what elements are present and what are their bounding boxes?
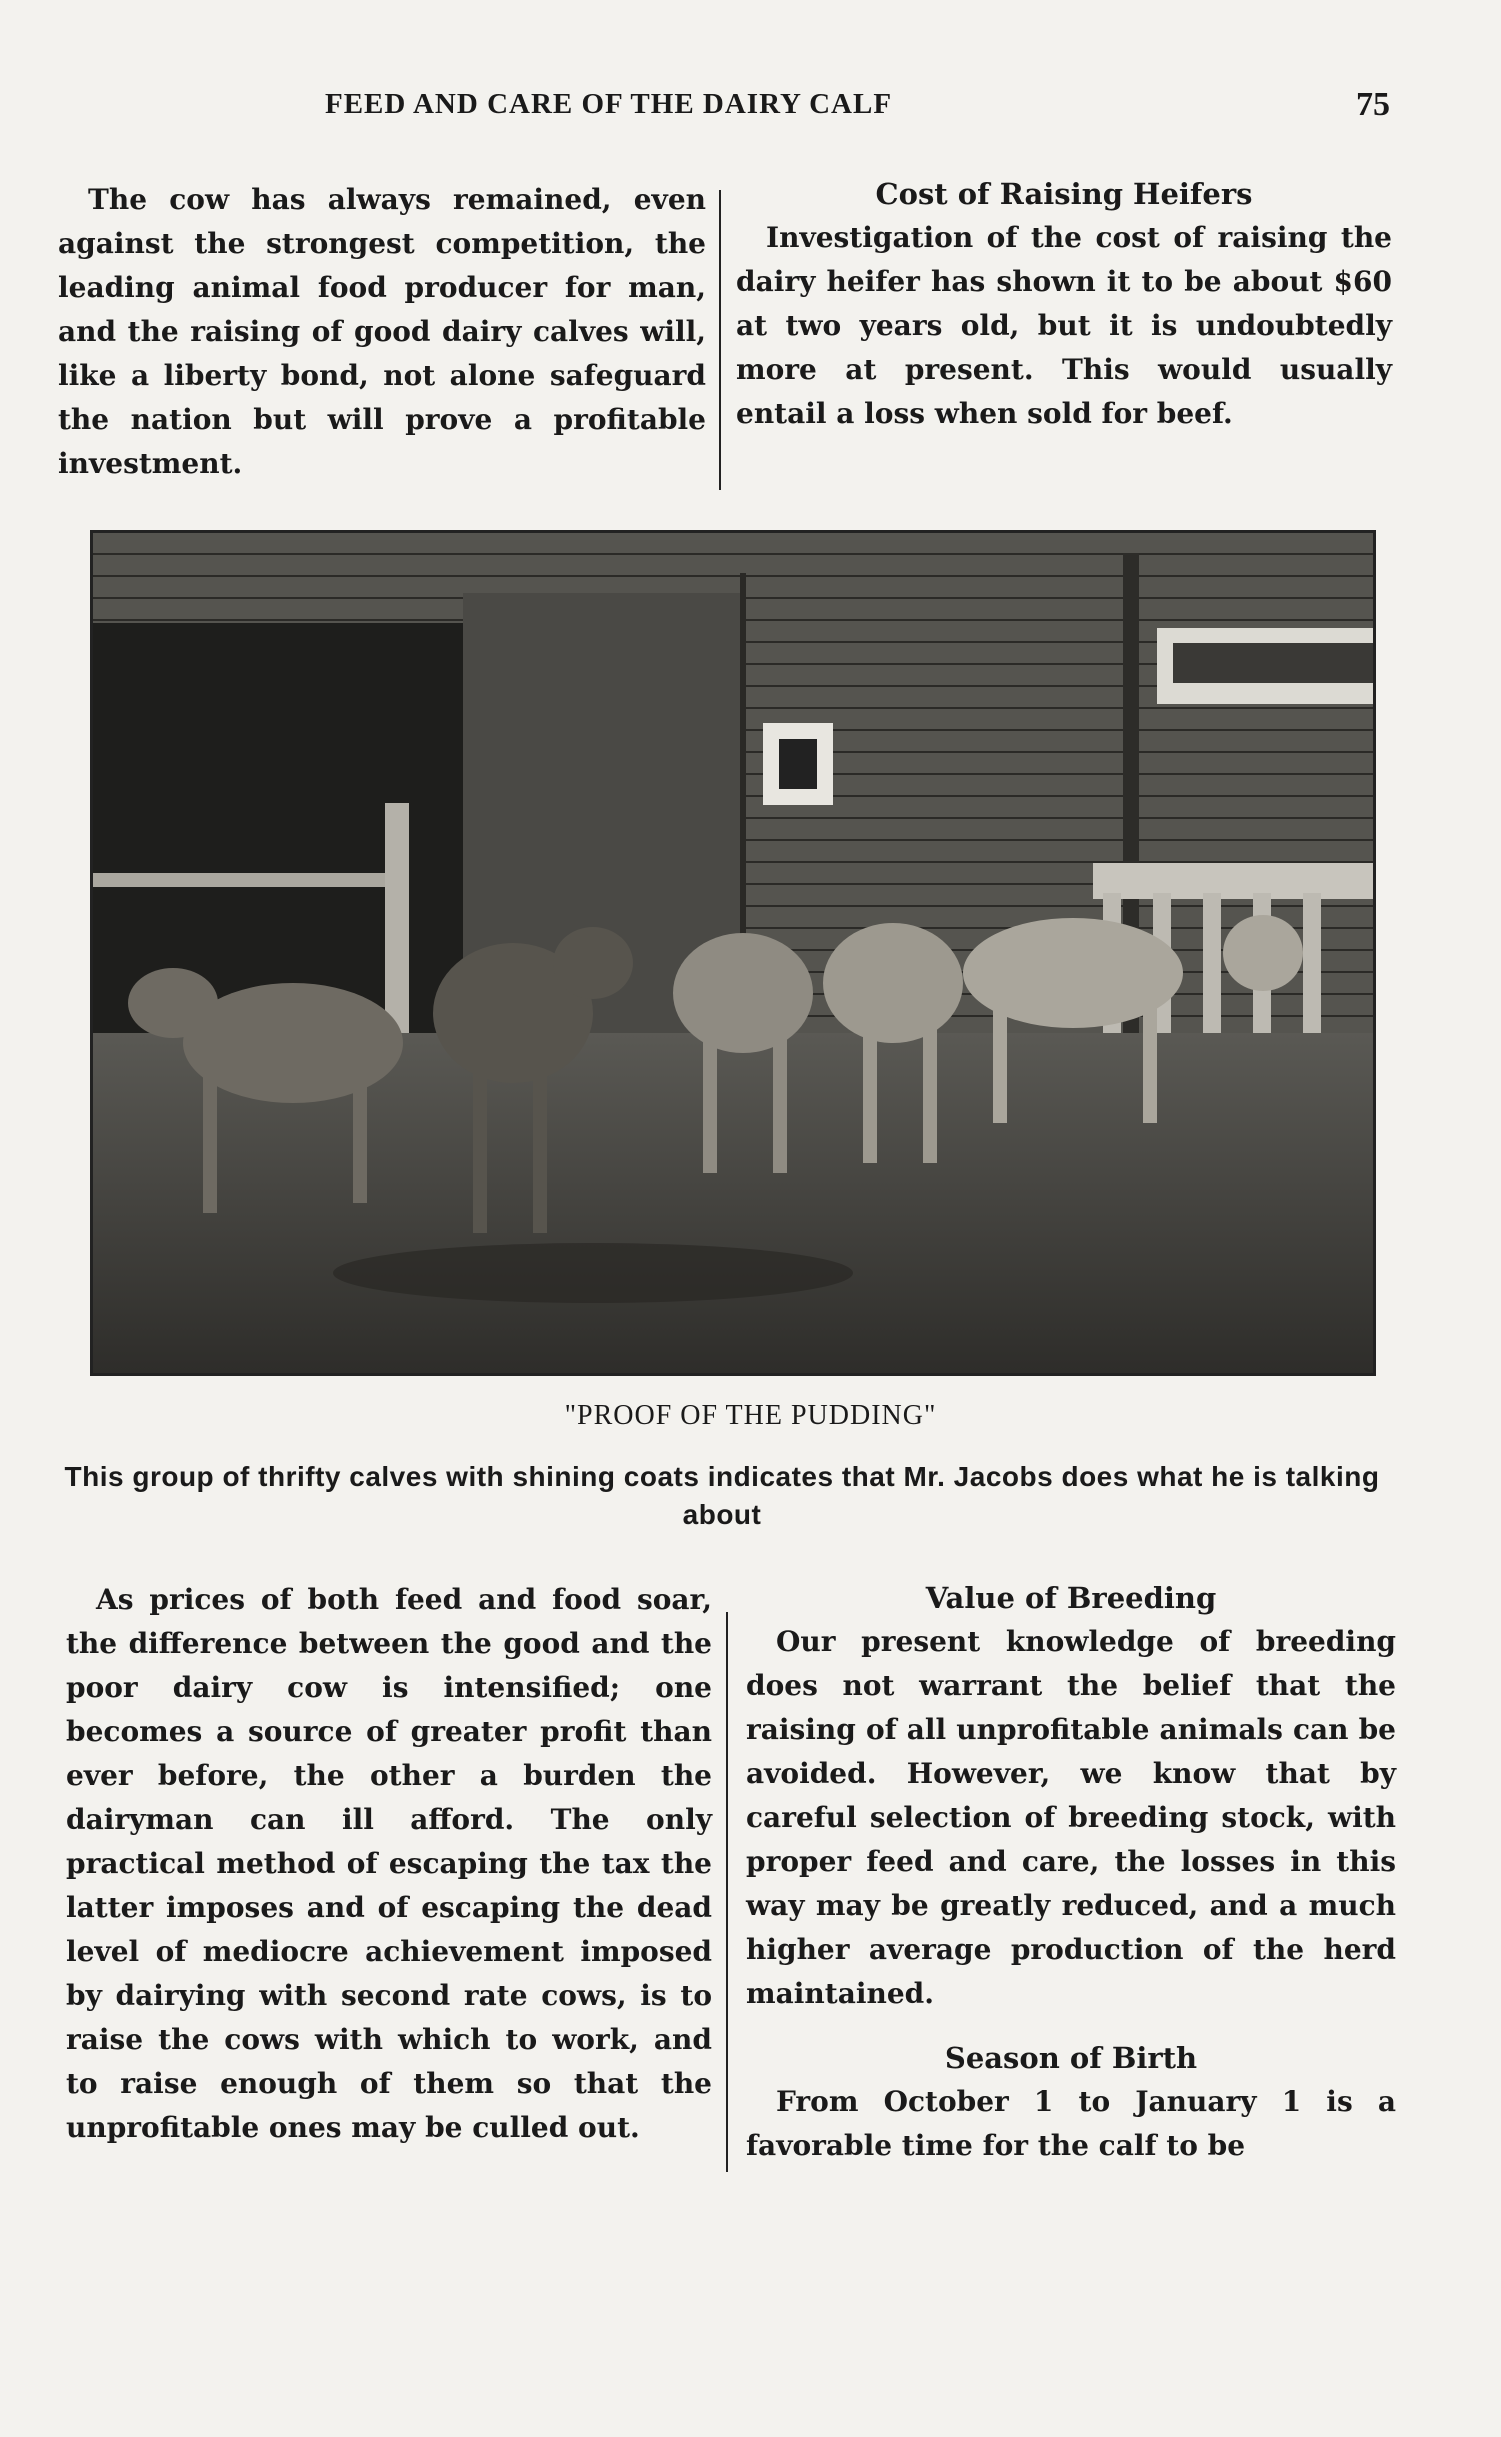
- column-top-left: [58, 178, 706, 486]
- paragraph-cost: Investigation of the cost of raising the dairy heifer has shown it to be about $60 at two years old, but it is undoubtedly more at present. This would usually entail a loss when sold for beef.: [736, 221, 1392, 430]
- paragraph-intro: The cow has always remained, even against the strongest competition, the leading animal food producer for man, and the raising of good dairy calves will, like a liberty bond, not alone safeguard the nation but will prove a profitable investment.: [58, 183, 706, 480]
- column-bottom-right: [746, 1576, 1396, 2168]
- paragraph-breeding: Our present knowledge of breeding does not warrant the belief that the raising of all unprofitable animals can be avoided. However, we know that by careful selection of breeding stock, with proper feed and care, the losses in this way may be greatly reduced, and a much higher average production of the herd maintained.: [746, 1625, 1396, 2010]
- column-bottom-left: [66, 1578, 712, 2150]
- photo-calves-in-barnyard: [90, 530, 1376, 1376]
- page-header: [70, 88, 1390, 138]
- column-top-right: [736, 172, 1392, 436]
- running-title: FEED AND CARE OF THE DAIRY CALF: [325, 88, 893, 120]
- heading-season-of-birth: Season of Birth: [944, 2041, 1198, 2075]
- figure-caption-text: This group of thrifty calves with shining coats indicates that Mr. Jacobs does what he is talking about: [64, 1461, 1380, 1530]
- paragraph-season: From October 1 to January 1 is a favorable time for the calf to be: [746, 2085, 1396, 2162]
- paragraph-prices: As prices of both feed and food soar, the difference between the good and the poor dairy cow is intensified; one becomes a source of greater profit than ever before, the other a burden the dairyman can ill afford. The only practical method of escaping the tax the latter imposes and of escaping the dead level of mediocre achievement imposed by dairying with second rate cows, is to raise the cows with which to work, and to raise enough of them so that the unprofitable ones may be culled out.: [66, 1583, 712, 2144]
- figure-caption-title: "PROOF OF THE PUDDING": [564, 1400, 937, 1431]
- heading-cost-of-raising-heifers: Cost of Raising Heifers: [875, 177, 1253, 211]
- photo-illustration: [93, 533, 1373, 1373]
- page-number: 75: [1356, 86, 1390, 123]
- column-divider-top: [719, 190, 721, 490]
- column-divider-bottom: [726, 1612, 728, 2172]
- heading-value-of-breeding: Value of Breeding: [925, 1581, 1217, 1615]
